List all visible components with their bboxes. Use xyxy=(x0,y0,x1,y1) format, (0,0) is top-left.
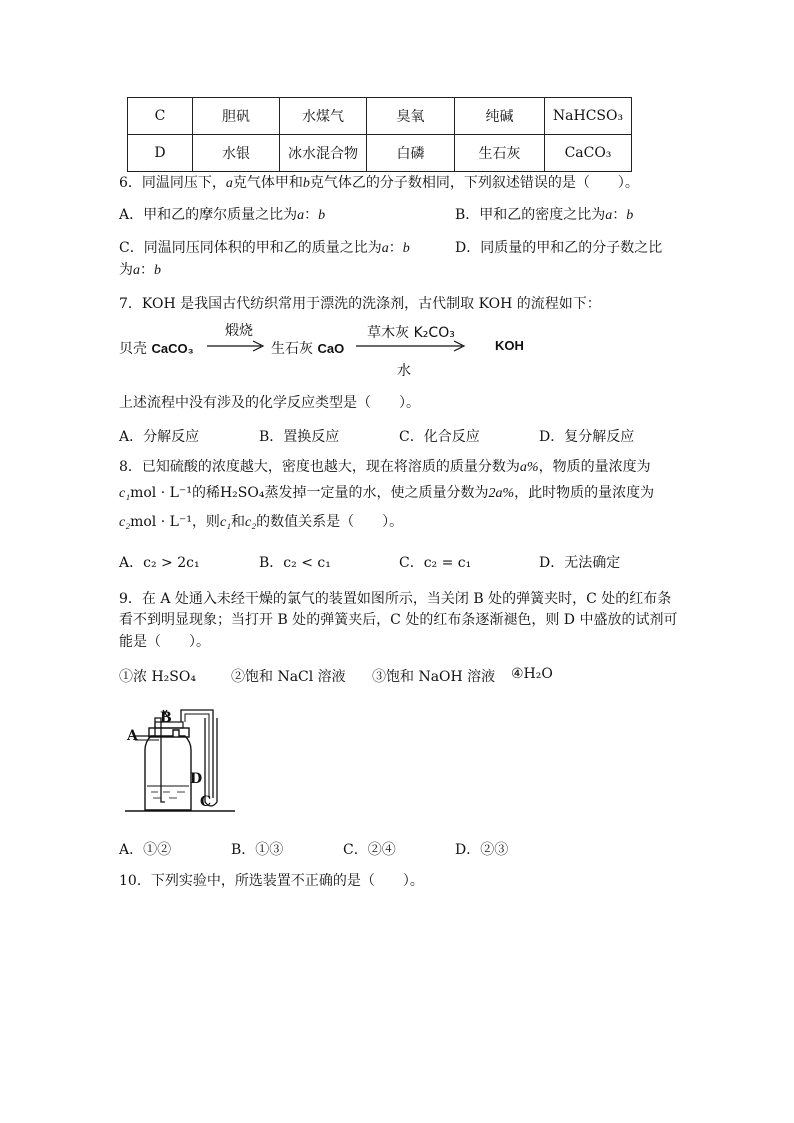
flow-mid-text: 生石灰 xyxy=(271,341,313,357)
arrow2-label-bottom: 水 xyxy=(397,363,411,379)
q9-line-2: 看不到明显现象；当打开 B 处的弹簧夹后，C 处的红布条逐渐褪色，则 D 中盛放的试剂可 xyxy=(119,612,678,628)
q8-var: c₁ xyxy=(219,515,232,530)
table-row xyxy=(128,135,632,172)
flow-end xyxy=(495,338,524,354)
flow-mid xyxy=(271,338,344,358)
q8-line-3 xyxy=(119,513,403,532)
ratio-var: a xyxy=(605,208,613,223)
q7-option-d: D．复分解反应 xyxy=(539,429,635,445)
q6-option-d-cont xyxy=(119,261,161,280)
table-cell: D xyxy=(128,135,193,172)
q8-option-a: A．c₂ > 2c₁ xyxy=(119,555,200,571)
flow-start xyxy=(119,338,194,358)
q8-line-1 xyxy=(119,458,651,477)
ratio-var: b xyxy=(154,263,161,278)
q8-var: c₁ xyxy=(119,486,131,501)
q6-var-b: b xyxy=(302,176,310,191)
q8-var: c₂ xyxy=(119,515,131,530)
q7-question: 上述流程中没有涉及的化学反应类型是（ ）。 xyxy=(119,395,420,411)
q8-option-b: B．c₂ < c₁ xyxy=(259,555,331,571)
q6-option-text: B．甲和乙的密度之比为 xyxy=(455,207,606,223)
table-cell: 水煤气 xyxy=(280,98,367,135)
q7-option-b: B．置换反应 xyxy=(259,429,340,445)
ratio-sep: ： xyxy=(140,262,154,278)
q6-option-b xyxy=(455,206,633,225)
q8-var: a% xyxy=(519,460,539,475)
table-cell: NaHCSO₃ xyxy=(545,98,632,135)
classification-table xyxy=(127,97,632,172)
table-cell: 臭氧 xyxy=(367,98,455,135)
q8-text: 蒸发掉一定量的水，使之质量分数为 xyxy=(264,485,489,501)
flow-arrow-1 xyxy=(207,340,267,354)
q8-text: ，则 xyxy=(191,514,220,530)
q6-stem-part: 6．同温同压下， xyxy=(119,175,226,191)
q6-option-text: D．同质量的甲和乙的分子数之比 xyxy=(455,240,663,256)
q9-line-3: 能是（ ）。 xyxy=(119,634,210,650)
q8-unit: mol · L⁻¹ xyxy=(130,514,192,530)
q8-option-c: C．c₂ = c₁ xyxy=(399,555,472,571)
ratio-sep: ： xyxy=(612,207,627,223)
q10-stem: 10．下列实验中，所选装置不正确的是（ ）。 xyxy=(119,873,424,889)
q6-option-a xyxy=(119,206,325,225)
q9-line-1: 9．在 A 处通入未经干燥的氯气的装置如图所示，当关闭 B 处的弹簧夹时，C 处的红布条 xyxy=(119,591,672,607)
q6-option-c xyxy=(119,239,410,258)
q8-text: 的稀 xyxy=(191,485,220,501)
q8-text: 和 xyxy=(231,514,246,530)
q6-stem xyxy=(119,174,639,193)
table-cell: 生石灰 xyxy=(455,135,545,172)
arrow1-label: 煅烧 xyxy=(225,323,253,339)
table-row xyxy=(128,98,632,135)
q9-reagent-3: ③饱和 NaOH 溶液 xyxy=(372,669,496,685)
q8-text: 8．已知硫酸的浓度越大，密度也越大，现在将溶质的质量分数为 xyxy=(119,459,520,475)
gas-apparatus-diagram xyxy=(125,706,245,816)
table-cell: 胆矾 xyxy=(193,98,280,135)
q8-line-2 xyxy=(119,484,654,503)
q9-option-a: A．①② xyxy=(119,842,172,858)
label-d: D xyxy=(190,771,203,787)
flow-arrow-2 xyxy=(356,340,468,354)
q8-text: ，物质的量浓度为 xyxy=(538,459,651,475)
table-cell: CaCO₃ xyxy=(545,135,632,172)
ratio-var: b xyxy=(402,241,410,256)
ratio-sep: ： xyxy=(304,207,319,223)
q8-unit: mol · L⁻¹ xyxy=(130,485,192,501)
ratio-var: b xyxy=(626,208,634,223)
q6-option-d xyxy=(455,239,662,257)
table-cell: 纯碱 xyxy=(455,98,545,135)
q9-reagent-2: ②饱和 NaCl 溶液 xyxy=(231,669,346,685)
q6-var-a: a xyxy=(225,176,233,191)
label-b: B xyxy=(160,710,172,726)
q7-stem: 7．KOH 是我国古代纺织常用于漂洗的洗涤剂，古代制取 KOH 的流程如下： xyxy=(119,296,601,312)
q6-option-text: A．甲和乙的摩尔质量之比为 xyxy=(119,207,298,223)
q8-var: 2a% xyxy=(488,486,515,501)
q6-stem-part: 克气体甲和 xyxy=(232,175,303,191)
flow-start-formula: CaCO₃ xyxy=(151,341,194,356)
q7-option-c: C．化合反应 xyxy=(399,429,480,445)
q6-option-text: C．同温同压同体积的甲和乙的质量之比为 xyxy=(119,240,382,256)
q9-reagent-1: ①浓 H₂SO₄ xyxy=(119,669,196,685)
q9-reagent-4: ④H₂O xyxy=(511,666,553,682)
ratio-sep: ： xyxy=(388,240,403,256)
ratio-var: a xyxy=(297,208,305,223)
q8-var: c₂ xyxy=(245,515,257,530)
table-cell: C xyxy=(128,98,193,135)
q9-option-d: D．②③ xyxy=(455,842,509,858)
q9-option-b: B．①③ xyxy=(231,842,284,858)
label-a: A xyxy=(127,728,138,744)
q8-option-d: D．无法确定 xyxy=(539,555,621,571)
q8-text: 的数值关系是（ ）。 xyxy=(256,514,404,530)
table-cell: 水银 xyxy=(193,135,280,172)
flow-end-formula: KOH xyxy=(495,338,524,353)
label-c: C xyxy=(200,794,212,810)
q7-option-a: A．分解反应 xyxy=(119,429,200,445)
table-cell: 冰水混合物 xyxy=(280,135,367,172)
q9-option-c: C．②④ xyxy=(343,842,396,858)
q6-option-text: 为 xyxy=(119,262,133,278)
q6-stem-part: 克气体乙的分子数相同，下列叙述错误的是（ ）。 xyxy=(309,175,639,191)
ratio-var: b xyxy=(318,208,326,223)
arrow2-label-top: 草木灰 K₂CO₃ xyxy=(367,325,455,341)
flow-mid-formula: CaO xyxy=(317,341,345,356)
ratio-var: a xyxy=(133,263,140,278)
flow-start-text: 贝壳 xyxy=(119,341,147,357)
ratio-var: a xyxy=(381,241,389,256)
q8-text: ，此时物质的量浓度为 xyxy=(514,485,655,501)
table-cell: 白磷 xyxy=(367,135,455,172)
q8-formula: H₂SO₄ xyxy=(219,485,265,501)
